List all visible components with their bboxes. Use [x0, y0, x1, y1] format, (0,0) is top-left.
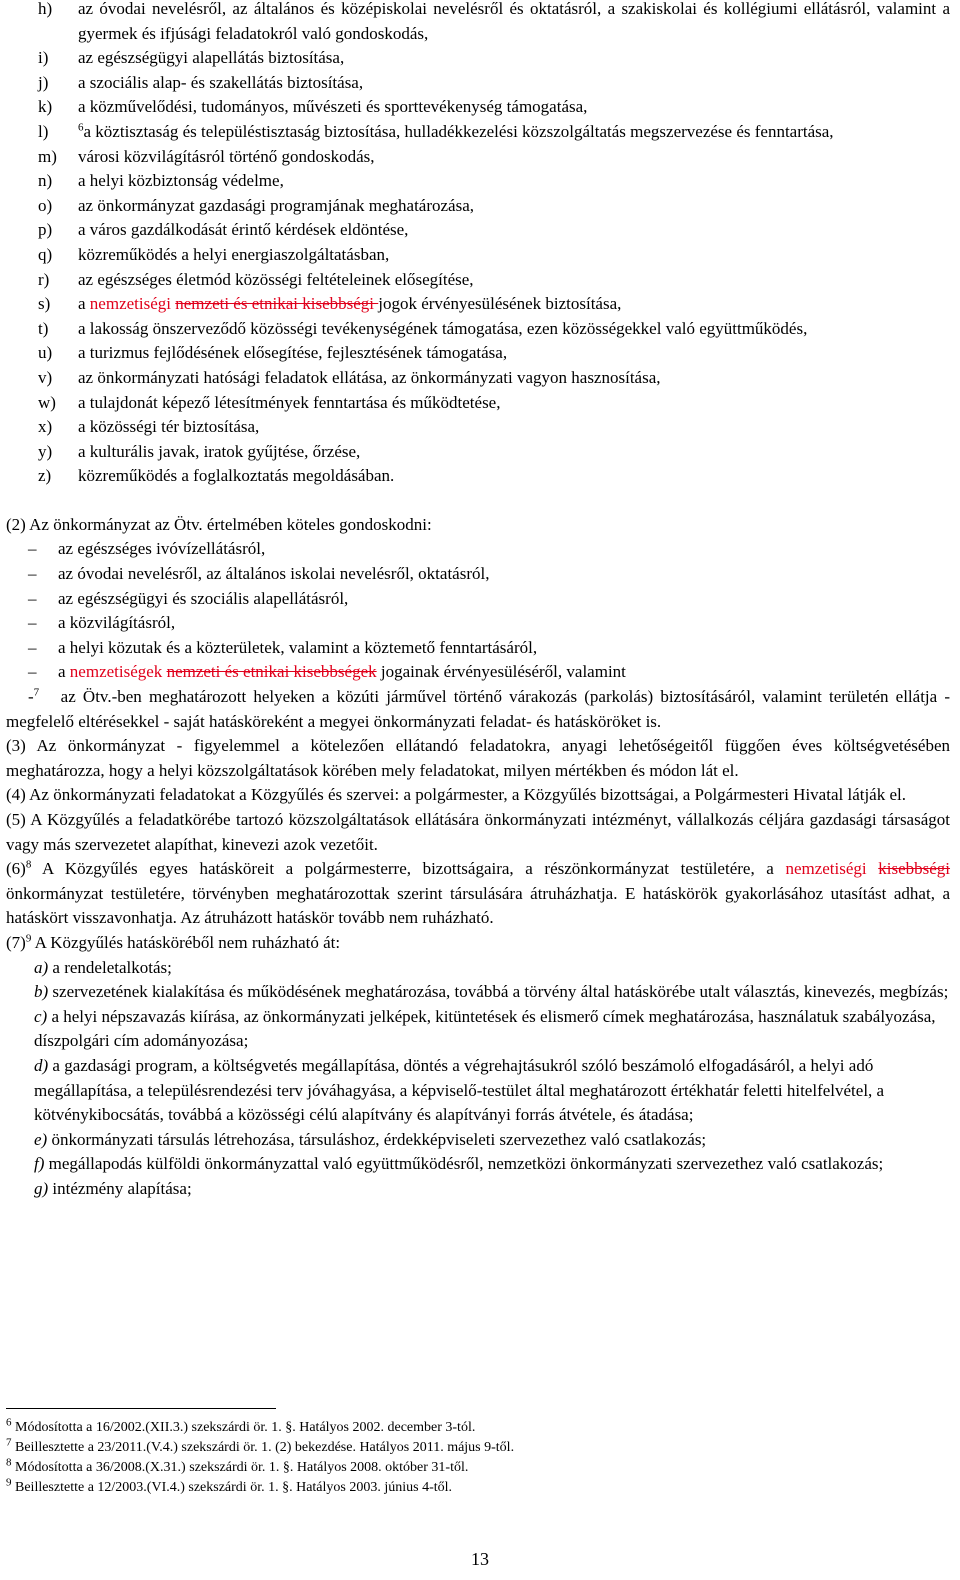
list-item: a) a rendeletalkotás; — [34, 957, 172, 977]
paragraph-3: (3) Az önkormányzat - figyelemmel a kötelezően ellátandó feladatokra, anyagi lehetőségeitől függően éves költségvetésében meghatározza, hogy a helyi közszolgáltatások körében mely feladatokat, milyen mértékben és módon lát el. — [6, 736, 950, 780]
list-item: j) a szociális alap- és szakellátás biztosítása, — [38, 72, 364, 92]
list-item: c) a helyi népszavazás kiírása, az önkormányzati jelképek, kitüntetések és elismerő címek meghatározása, használatuk szabályozása, díszpolgári cím adományozása; — [34, 1006, 936, 1051]
footnote-ref: 8 — [25, 858, 32, 871]
list-item: m) városi közvilágításról történő gondoskodás, — [38, 146, 375, 166]
paragraph-7-list — [6, 956, 950, 1202]
dash-item: – az egészséges ivóvízellátásról, — [28, 539, 266, 559]
footnote: $^9$ Beillesztette a 12/2003.(VI.4.) szekszárdi ör. 1. §. Hatályos 2003. június 4-től. — [6, 1476, 453, 1495]
inserted-text: nemzetiségek — [69, 662, 163, 682]
list-item: u) a turizmus fejlődésének elősegítése, fejlesztésének támogatása, — [38, 343, 508, 363]
list-item: h) az óvodai nevelésről, az általános és középiskolai nevelésről és oktatásról, a szakiskolai és kollégiumi ellátásról, valamint a gyermek és ifjúsági feladatokról való gondoskodás, — [38, 0, 950, 43]
deleted-text: kisebbségi — [878, 859, 951, 879]
list-item: l) $^6$a köztisztaság és településtisztaság biztosítása, hulladékkezelési közszolgáltatás megszervezése és fenntartása, — [38, 121, 834, 141]
deleted-text: nemzeti és etnikai kisebbségi — [175, 294, 379, 314]
list-item: i) az egészségügyi alapellátás biztosítása, — [38, 48, 345, 68]
page-number: 13 — [471, 1549, 489, 1569]
footnotes — [6, 1418, 514, 1498]
paragraph-2-intro: (2) Az önkormányzat az Ötv. értelmében köteles gondoskodni: — [6, 514, 432, 534]
footnote: $^7$ Beillesztette a 23/2011.(V.4.) szekszárdi ör. 1. (2) bekezdése. Hatályos 2011. május 9-től. — [6, 1436, 515, 1455]
dash-item: – a helyi közutak és a közterületek, valamint a köztemető fenntartásáról, — [28, 637, 538, 657]
list-item: q) közreműködés a helyi energiaszolgáltatásban, — [38, 244, 390, 264]
list-item: t) a lakosság önszerveződő közösségi tevékenységének támogatása, ezen közösségekkel való együttműködés, — [38, 318, 808, 338]
list-item: k) a közművelődési, tudományos, művészeti és sporttevékenység támogatása, — [38, 97, 588, 117]
inserted-text: nemzetiségi — [89, 294, 171, 314]
list-item: d) a gazdasági program, a költségvetés megállapítása, döntés a végrehajtásukról szóló beszámoló elfogadásáról, a helyi adó megállapítása, a településrendezési terv jóváhagyása, a képviselő-testület által meghatározott értékhatár feletti hitelfelvétel, a kötvénykibocsátás, továbbá a közösségi célú alapítvány és alapítványi forrás átvétele, és átadása; — [34, 1055, 885, 1125]
paragraph-2-parking: -$^7$ az Ötv.-ben meghatározott helyeken a közúti járművel történő várakozás (parkolás) biztosításáról, valamint területén ellátja - megfelelő eltérésekkel - saját hatásköreként a megyei önkormányzati feladat- és hatásköröket is. — [6, 686, 951, 731]
paragraph-5: (5) A Közgyűlés a feladatkörébe tartozó közszolgáltatások ellátására önkormányzati intézményt, vállalkozás céljára gazdasági társaságot vagy más szervezetet alapíthat, kinevezi azok vezetőit. — [6, 810, 950, 854]
paragraph-7-intro: $(7)^9$ A Közgyűlés hatásköréből nem ruházható át: — [6, 932, 341, 952]
body-text — [6, 0, 950, 1202]
footnote: $^6$ Módosította a 16/2002.(XII.3.) szekszárdi ör. 1. §. Hatályos 2002. december 3-tól. — [6, 1416, 476, 1435]
list-item: f) megállapodás külföldi önkormányzattal való együttműködésről, nemzetközi önkormányzati szervezethez való csatlakozás; — [34, 1154, 884, 1174]
dash-item: – az óvodai nevelésről, az általános iskolai nevelésről, oktatásról, — [28, 564, 490, 584]
paragraph-4: (4) Az önkormányzati feladatokat a Közgyűlés és szervei: a polgármester, a Közgyűlés bizottságai, a Polgármesteri Hivatal látják el. — [6, 785, 906, 805]
list-item: z) közreműködés a foglalkoztatás megoldásában. — [38, 466, 395, 486]
list-item: n) a helyi közbiztonság védelme, — [38, 171, 284, 191]
list-item: r) az egészséges életmód közösségi feltételeinek elősegítése, — [38, 269, 474, 289]
list-item: p) a város gazdálkodását érintő kérdések eldöntése, — [38, 220, 409, 240]
dash-item: – az egészségügyi és szociális alapellátásról, — [28, 588, 349, 608]
dash-item: – a közvilágításról, — [28, 613, 176, 633]
list-item: b) szervezetének kialakítása és működésének meghatározása, továbbá a törvény által hatáskörébe utalt választás, kinevezés, megbízás; — [34, 982, 949, 1002]
list-item: x) a közösségi tér biztosítása, — [38, 417, 260, 437]
footnote-ref: 9 — [25, 932, 32, 945]
list-item: o) az önkormányzat gazdasági programjának meghatározása, — [38, 195, 475, 215]
footnote-separator — [6, 1408, 276, 1409]
list-item: y) a kulturális javak, iratok gyűjtése, őrzése, — [38, 441, 361, 461]
list-item: s) a nemzetiségi nemzeti és etnikai kisebbségi jogok érvényesülésének biztosítása, — [38, 294, 622, 314]
footnote-ref: 7 — [33, 686, 40, 699]
footnote: $^8$ Módosította a 36/2008.(X.31.) szekszárdi ör. 1. §. Hatályos 2008. október 31-től. — [6, 1456, 469, 1475]
deleted-text: nemzeti és etnikai kisebbségek — [166, 662, 377, 682]
list-item: g) intézmény alapítása; — [34, 1178, 192, 1198]
dash-item: – a nemzetiségek nemzeti és etnikai kisebbségek jogainak érvényesüléséről, valamint — [28, 662, 626, 682]
paragraph-6: $(6)^8$ A Közgyűlés egyes hatásköreit a polgármesterre, bizottságaira, a részönkormányzat testületére, a nemzetiségi kisebbségi önkormányzat testületére, törvényben meghatározottak szerint társulására átruházhatja. E hatáskörök gyakorlásához utasítást adhat, a hatáskört visszavonhatja. Az átruházott hatáskör tovább nem ruházható. — [6, 858, 951, 928]
list-item: w) a tulajdonát képező létesítmények fenntartása és működtetése, — [38, 392, 501, 412]
footnote-ref: 6 — [78, 121, 84, 134]
list-item: e) önkormányzati társulás létrehozása, társuláshoz, érdekképviseleti szervezethez való csatlakozás; — [34, 1129, 707, 1149]
list-item: v) az önkormányzati hatósági feladatok ellátása, az önkormányzati vagyon hasznosítása, — [38, 367, 661, 387]
inserted-text: nemzetiségi — [785, 859, 867, 879]
